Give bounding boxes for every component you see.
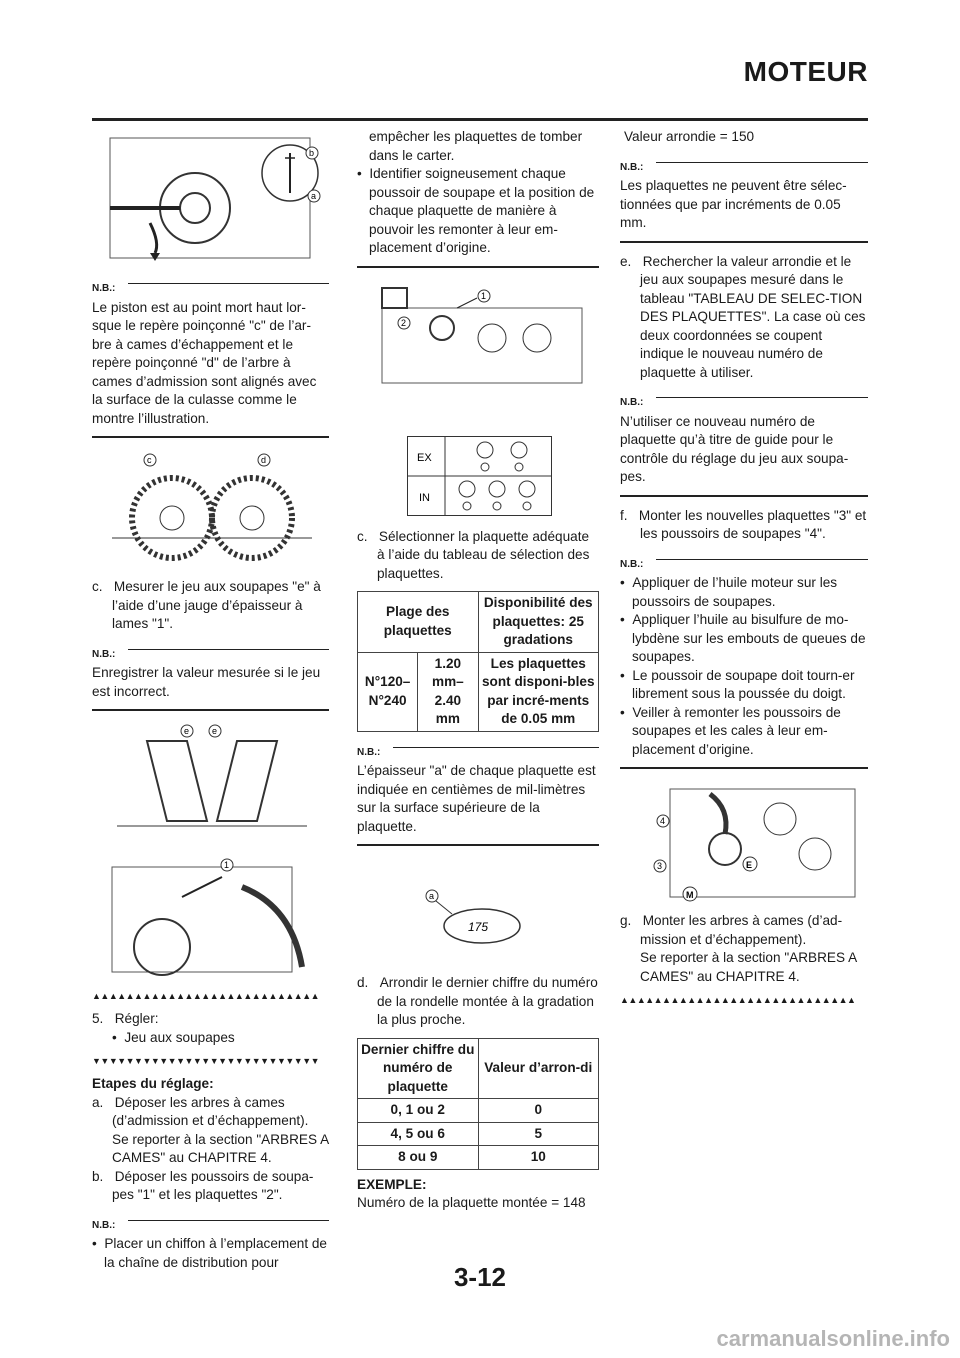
- label-2: 2: [401, 317, 407, 328]
- table-row: 0, 1 ou 2 0: [358, 1099, 599, 1123]
- note-6-text: N’utiliser ce nouveau numéro de plaquette qu’à titre de guide pour le contrôle du réglage du jeu aux soupa-pes.: [620, 413, 849, 484]
- step-c-select: c. Sélectionner la plaquette adéquate à l’aide du tableau de sélection des plaquettes.: [357, 528, 590, 581]
- label-a: a: [429, 891, 435, 901]
- label-d: d: [261, 455, 267, 465]
- label-e2: e: [212, 726, 218, 736]
- label-1: 1: [481, 290, 487, 301]
- label-4: 4: [660, 816, 666, 826]
- divider: [92, 436, 329, 438]
- feeler-gauge-illustration: [102, 847, 322, 982]
- note-2: N.B.:: [92, 644, 329, 665]
- engine-cover-illustration: [100, 128, 330, 268]
- column-3: [620, 128, 868, 1014]
- install-lifters-illustration: [630, 779, 865, 904]
- page-header-title: MOTEUR: [743, 56, 868, 87]
- note-5-text: Les plaquettes ne peuvent être sélec-tionnées que par incréments de 0.05 mm.: [620, 178, 847, 230]
- td-increments: Les plaquettes sont disponi-bles par incré-ments de 0.05 mm: [478, 652, 599, 731]
- th-last-digit: Dernier chiffre du numéro de plaquette: [358, 1038, 479, 1099]
- label-1: 1: [224, 860, 230, 870]
- steps-start-marker: ▲▲▲▲▲▲▲▲▲▲▲▲▲▲▲▲▲▲▲▲▲▲▲▲▲▲▲: [92, 991, 320, 1001]
- header-rule: [92, 118, 868, 121]
- bullet-identify: • Identifier soigneusement chaque poussoir de soupape et la position de chaque plaquette de manière à pouvoir les remonter à leur em-placement d’origine.: [357, 166, 595, 255]
- exin-diagram: [407, 436, 552, 516]
- step-f: f. Monter les nouvelles plaquettes "3" et les poussoirs de soupapes "4".: [620, 507, 867, 541]
- note-4-text: L’épaisseur "a" de chaque plaquette est indiquée en centièmes de mil-limètres sur la surface supérieure de la plaquette.: [357, 763, 596, 834]
- note-7-bullet-4: • Veiller à remonter les poussoirs de soupapes et les cales à leur em-placement d’origine.: [620, 704, 841, 757]
- rounded-value: Valeur arrondie = 150: [624, 129, 755, 144]
- label-c: c: [147, 455, 152, 465]
- note-3-bullet: • Placer un chiffon à l’emplacement de la chaîne de distribution pour: [92, 1236, 327, 1270]
- td-mm: 1.20 mm– 2.40 mm: [418, 652, 478, 731]
- figure-valve-clearance: [107, 721, 329, 841]
- figure-cam-timing-marks: [100, 128, 329, 268]
- step-b: b. Déposer les poussoirs de soupa-pes "1" et les plaquettes "2".: [92, 1168, 314, 1202]
- note-4: N.B.:: [357, 742, 599, 763]
- camshaft-sprockets-illustration: [102, 448, 322, 568]
- step-c-measure: c. Mesurer le jeu aux soupapes "e" à l’aide d’une jauge d’épaisseur à lames "1".: [92, 579, 321, 631]
- column-1: [92, 128, 329, 1272]
- figure-feeler-gauge: [102, 847, 329, 982]
- step-g: g. Monter les arbres à cames (d’ad-mission et d’échappement). Se reporter à la section "ARBRES A CAMES" au CHAPITRE 4.: [620, 913, 857, 984]
- note-7-bullet-2: • Appliquer l’huile au bisulfure de mo-lybdène sur les embouts de queues de soupapes.: [620, 612, 866, 664]
- steps-end-marker: ▲▲▲▲▲▲▲▲▲▲▲▲▲▲▲▲▲▲▲▲▲▲▲▲▲▲▲▲: [620, 995, 856, 1005]
- label-a: a: [311, 191, 317, 201]
- note-2-text: Enregistrer la valeur mesurée si le jeu est incorrect.: [92, 665, 321, 699]
- example-title: EXEMPLE:: [357, 1176, 427, 1192]
- th-plage: Plage des plaquettes: [358, 592, 479, 653]
- rounding-table: [357, 1038, 599, 1170]
- table-row: 4, 5 ou 6 5: [358, 1122, 599, 1146]
- lifters-illustration: [362, 278, 597, 398]
- step-d: d. Arrondir le dernier chiffre du numéro de la rondelle montée à la gradation la plus proche.: [357, 975, 598, 1027]
- label-b: b: [309, 148, 315, 158]
- bullet-continued: empêcher les plaquettes de tomber dans le carter.: [369, 129, 583, 163]
- bullet-valve-clearance: • Jeu aux soupapes: [112, 1029, 235, 1045]
- note-7-bullet-3: • Le poussoir de soupape doit tourn-er librement sous la poussée du doigt.: [620, 667, 855, 701]
- etapes-title: Etapes du réglage:: [92, 1076, 214, 1091]
- shim-availability-table: [357, 591, 599, 732]
- label-in: IN: [419, 491, 430, 504]
- figure-exin-diagram: [407, 436, 599, 516]
- step-a: a. Déposer les arbres à cames (d’admission et d’échappement). Se reporter à la section "ARBRES A CAMES" au CHAPITRE 4.: [92, 1094, 329, 1165]
- label-moly-oil: M: [686, 890, 694, 900]
- shim-number: 175: [468, 920, 489, 934]
- figure-shim-number: [422, 886, 599, 946]
- label-ex: EX: [417, 451, 432, 464]
- step-5-adjust: 5. Régler:: [92, 1011, 159, 1026]
- figure-cam-sprockets: [102, 448, 329, 568]
- column-2: [357, 128, 599, 1213]
- watermark: carmanualsonline.info: [716, 1326, 950, 1351]
- example-text: Numéro de la plaquette montée = 148: [357, 1195, 586, 1210]
- label-e1: e: [184, 726, 190, 736]
- figure-install-lifters: [630, 779, 868, 904]
- shim-illustration: [422, 886, 532, 946]
- label-engine-oil: E: [746, 860, 753, 870]
- th-disponibilite: Disponibilité des plaquettes: 25 gradations: [478, 592, 599, 653]
- step-e: e. Rechercher la valeur arrondie et le jeu aux soupapes mesuré dans le tableau "TABLEAU DE SELEC-TION DES PLAQUETTES". La case où ces deux coordonnées se coupent indique le nouveau numéro de plaquette à utiliser.: [620, 253, 866, 380]
- note-7: N.B.:: [620, 554, 868, 575]
- steps-marker-down: ▼▼▼▼▼▼▼▼▼▼▼▼▼▼▼▼▼▼▼▼▼▼▼▼▼▼▼: [92, 1056, 320, 1066]
- label-3: 3: [657, 861, 663, 871]
- note-5: N.B.:: [620, 157, 868, 178]
- note-6: N.B.:: [620, 392, 868, 413]
- note-1: N.B.:: [92, 278, 329, 299]
- th-rounded: Valeur d’arron-di: [478, 1038, 599, 1099]
- note-7-bullet-1: • Appliquer de l’huile moteur sur les poussoirs de soupapes.: [620, 575, 838, 609]
- note-3: N.B.:: [92, 1215, 329, 1236]
- note-1-text: Le piston est au point mort haut lor-sque le repère poinçonné "c" de l’ar-bre à cames d’échappement et le repère poinçonné "d" de l’arbre à cames d’admission sont alignés avec la surface de la culasse comme le montre l’illustration.: [92, 299, 317, 426]
- page-number: 3-12: [453, 1262, 507, 1292]
- td-numbers: N°120– N°240: [358, 652, 418, 731]
- figure-lifters-shims: [362, 278, 599, 398]
- table-row: 8 ou 9 10: [358, 1146, 599, 1170]
- valves-illustration: [107, 721, 317, 841]
